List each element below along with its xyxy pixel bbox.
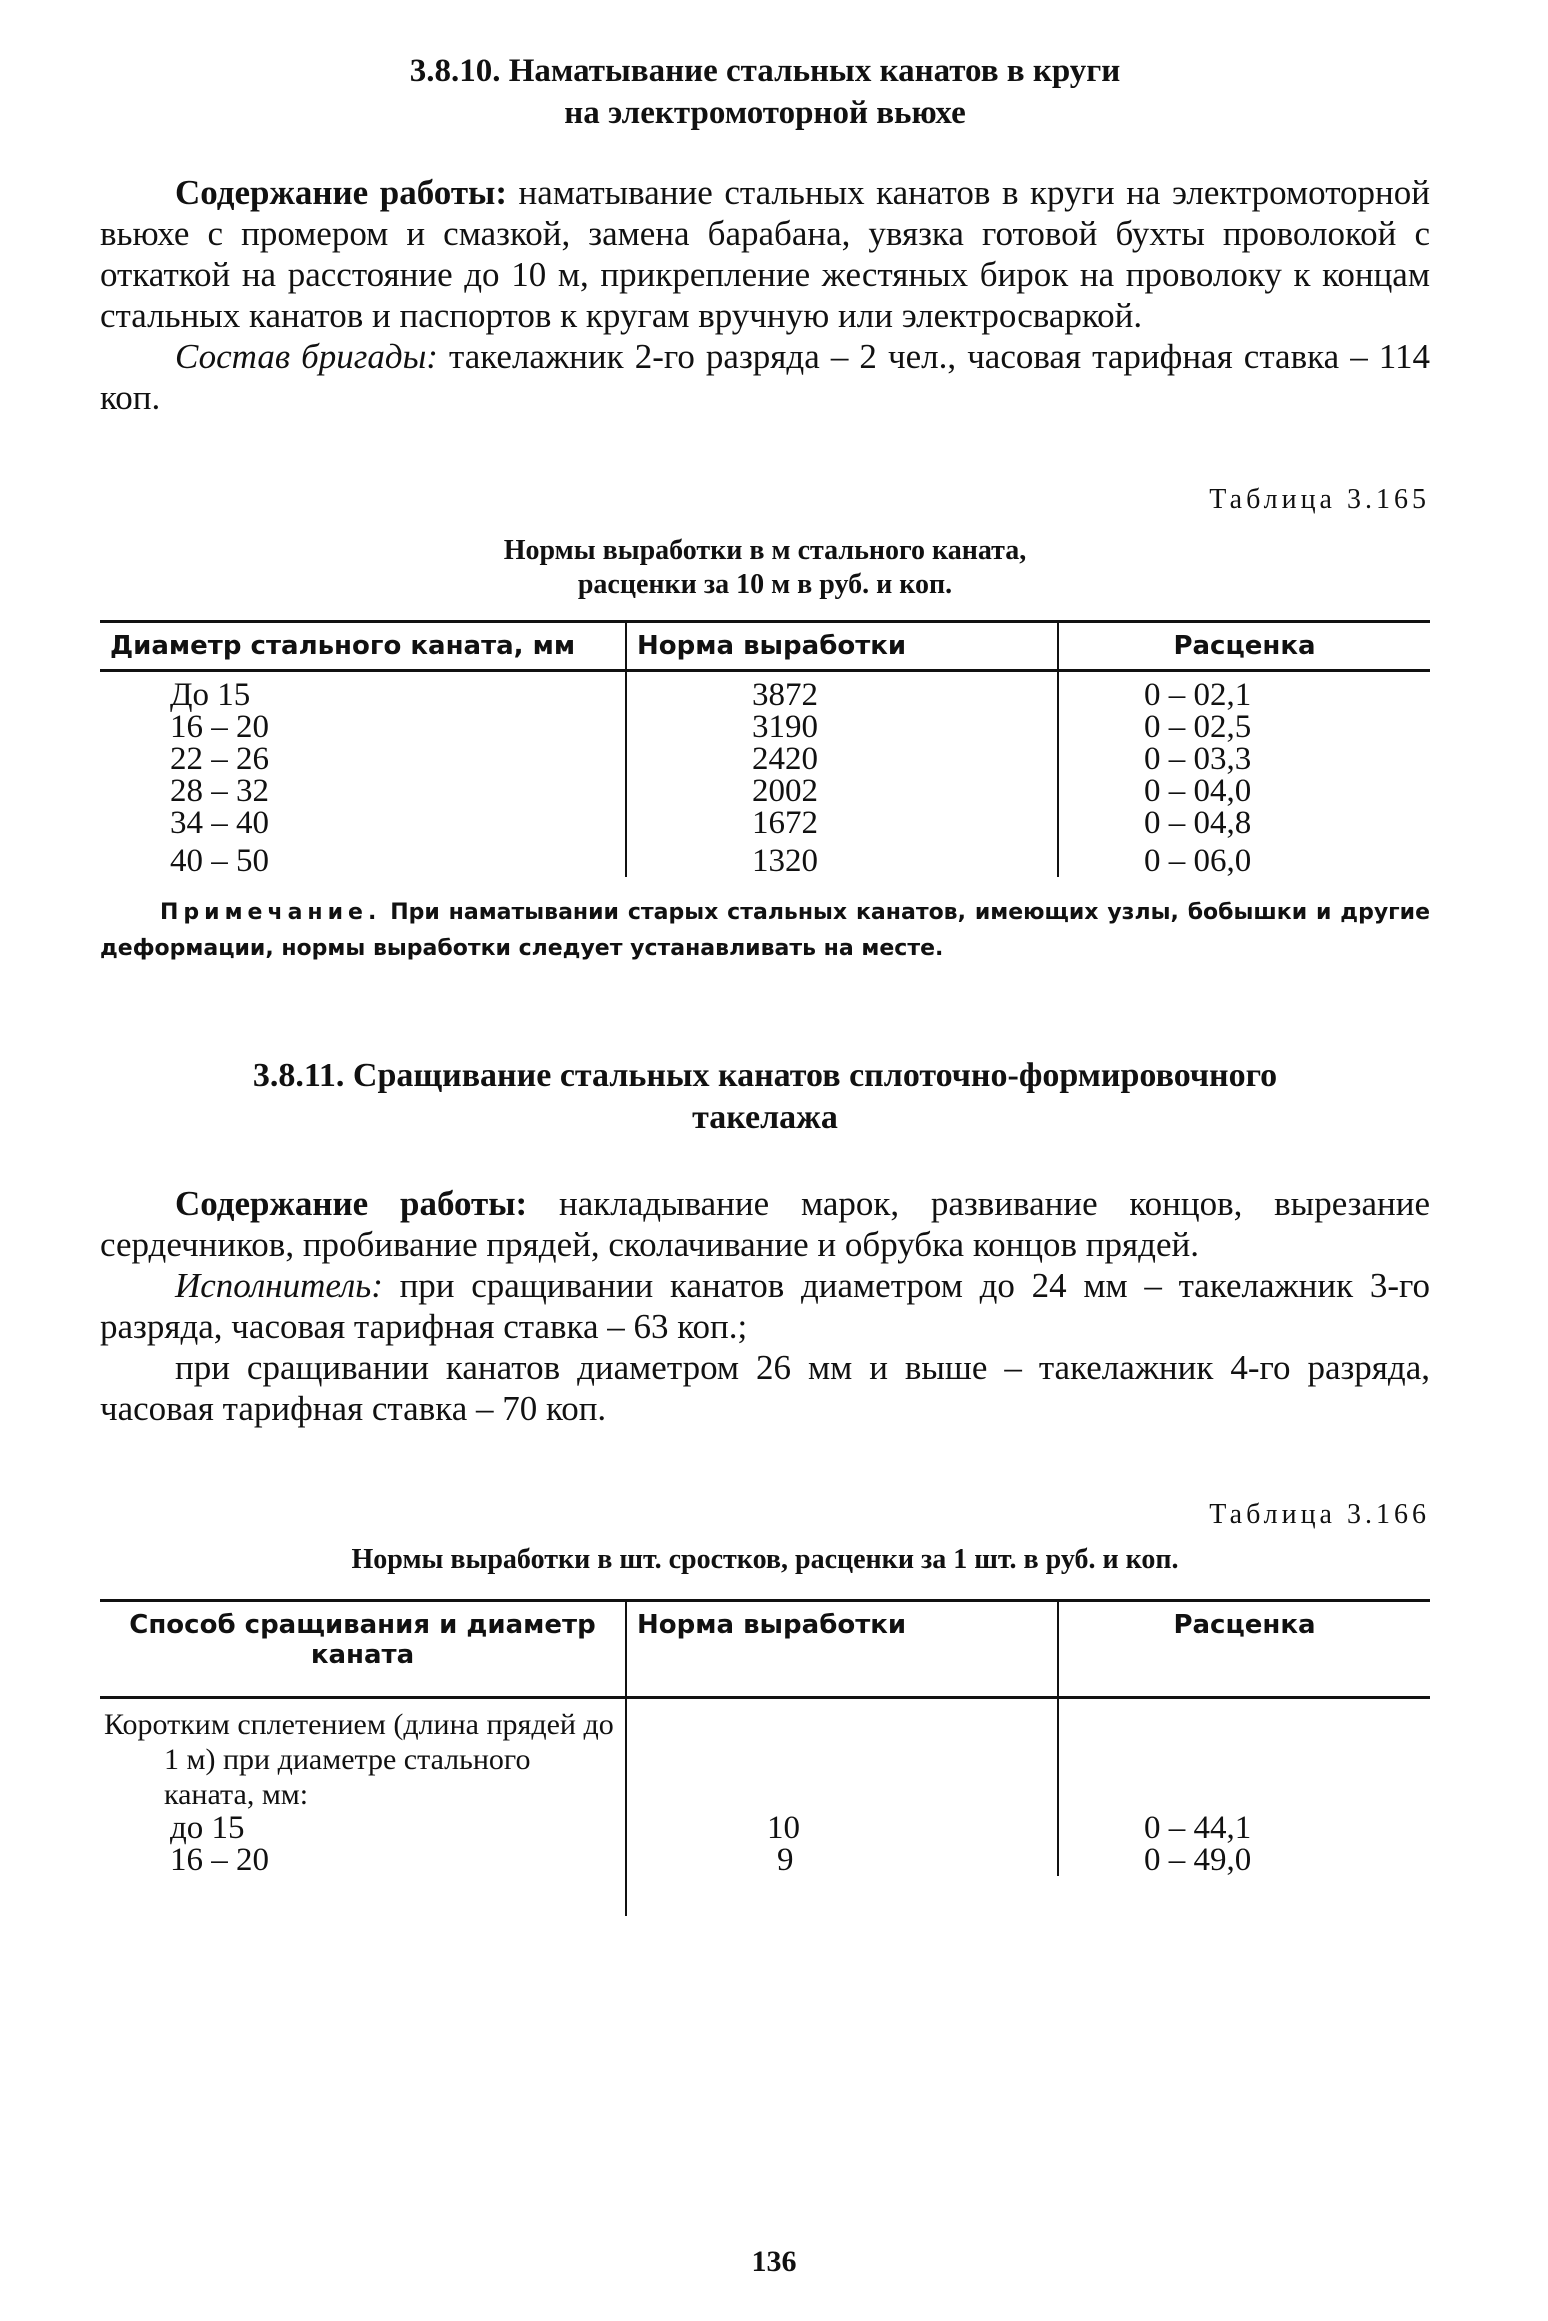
cell-diameter: 34 – 40 [100, 807, 626, 839]
paragraph-lead: Содержание работы: [175, 173, 507, 212]
cell-diameter: до 15 [100, 1812, 626, 1844]
note-text: При наматывании старых стальных канатов, имеющих узлы, бобышки и другие деформации, нормы выработки следует устанавливать на месте. [100, 899, 1430, 961]
cell-norm: 3872 [626, 679, 1058, 711]
paragraph-lead: Исполнитель: [175, 1265, 383, 1305]
table-title: Нормы выработки в шт. сростков, расценки за 1 шт. в руб. и коп. [351, 1543, 1179, 1575]
cell-diameter: 28 – 32 [100, 775, 626, 807]
heading-line: такелажа [692, 1098, 838, 1136]
cell-diameter: 40 – 50 [100, 839, 626, 877]
work-content-paragraph [100, 1183, 1430, 1265]
heading-line: 3.8.11. Сращивание стальных канатов сплоточно-формировочного [252, 1056, 1278, 1094]
cell-norm: 9 [626, 1844, 1058, 1876]
paragraph-text: такелажник 2-го разряда – 2 чел., часовая тарифная ставка – 114 коп. [100, 337, 1430, 417]
paragraph-lead: Содержание работы: [175, 1183, 528, 1223]
table-title-line: расценки за 10 м в руб. и коп. [577, 569, 953, 600]
cell-diameter: 22 – 26 [100, 743, 626, 775]
table-row [100, 839, 1430, 877]
paragraph-text: накладывание марок, развивание концов, вырезание сердечников, пробивание прядей, сколачивание и обрубка концов прядей. [100, 1183, 1431, 1264]
cell-norm: 3190 [626, 711, 1058, 743]
table-header-row [100, 622, 1430, 671]
table-row [100, 743, 1430, 775]
table-title-line: Нормы выработки в м стального каната, [503, 535, 1027, 566]
header-norm: Норма выработки [626, 622, 1058, 671]
table-title [100, 534, 1430, 602]
header-norm: Норма выработки [626, 1600, 1058, 1697]
table-row [100, 807, 1430, 839]
cell-price: 0 – 04,8 [1144, 804, 1252, 841]
paragraph-text: при сращивании канатов диаметром до 24 мм – такелажник 3-го разряда, часовая тарифная ставка – 63 коп.; [100, 1265, 1430, 1346]
cell-diameter: До 15 [100, 679, 626, 711]
cell-price: 0 – 06,0 [1144, 842, 1252, 879]
document-page [100, 50, 1430, 1916]
cell-price: 0 – 44,1 [1144, 1809, 1252, 1846]
heading-line: на электромоторной вьюхе [564, 95, 966, 131]
cell-norm: 10 [626, 1812, 1058, 1844]
cell-norm: 1320 [626, 839, 1058, 877]
section-heading-3-8-11 [100, 1055, 1430, 1139]
page-number: 136 [751, 2245, 797, 2278]
table-row [100, 711, 1430, 743]
cell-diameter: 16 – 20 [100, 1844, 626, 1876]
cell-price: 0 – 04,0 [1144, 772, 1252, 809]
cell-diameter: 16 – 20 [100, 711, 626, 743]
table-number: Таблица 3.166 [1209, 1498, 1430, 1530]
cell-norm: 2420 [626, 743, 1058, 775]
header-price: Расценка [1173, 631, 1316, 661]
table-row [100, 679, 1430, 711]
note-label: Примечание. [160, 899, 382, 925]
table-group-row [100, 1697, 1430, 1812]
executor-paragraph [100, 1265, 1430, 1347]
section-heading-3-8-10 [100, 50, 1430, 134]
cell-norm: 1672 [626, 807, 1058, 839]
cell-group-label [100, 1697, 626, 1812]
paragraph-lead: Состав бригады: [175, 337, 438, 376]
table-row [100, 1844, 1430, 1876]
norms-table-3-166 [100, 1599, 1430, 1916]
executor-paragraph-2: при сращивании канатов диаметром 26 мм и выше – такелажник 4-го разряда, часовая тарифная ставка – 70 коп. [100, 1347, 1430, 1428]
header-price: Расценка [1173, 1609, 1316, 1640]
group-label-text: Коротким сплетением (длина прядей до 1 м) при диаметре стального каната, мм: [104, 1707, 614, 1811]
cell-price: 0 – 03,3 [1144, 740, 1252, 777]
heading-line: 3.8.10. Наматывание стальных канатов в круги [409, 53, 1121, 89]
crew-paragraph [100, 336, 1430, 418]
table-header-row [100, 1600, 1430, 1697]
header-method: Способ сращивания и диаметр каната [100, 1600, 626, 1697]
paragraph-text: наматывание стальных канатов в круги на электромоторной вьюхе с промером и смазкой, замена барабана, увязка готовой бухты проволокой с откаткой на расстояние до 10 м, прикрепление жестяных бирок на проволоку к концам стальных канатов и паспортов к кругам вручную или электросваркой. [100, 173, 1430, 335]
cell-price: 0 – 02,5 [1144, 708, 1252, 745]
work-content-paragraph [100, 172, 1430, 336]
norms-table-3-165 [100, 620, 1430, 877]
table-number: Таблица 3.165 [1209, 484, 1430, 515]
table-row [100, 1812, 1430, 1844]
table-row [100, 775, 1430, 807]
cell-price: 0 – 02,1 [1144, 676, 1252, 713]
cell-price: 0 – 49,0 [1144, 1841, 1252, 1878]
cell-norm: 2002 [626, 775, 1058, 807]
table-note [100, 895, 1430, 967]
header-diameter: Диаметр стального каната, мм [100, 622, 626, 671]
